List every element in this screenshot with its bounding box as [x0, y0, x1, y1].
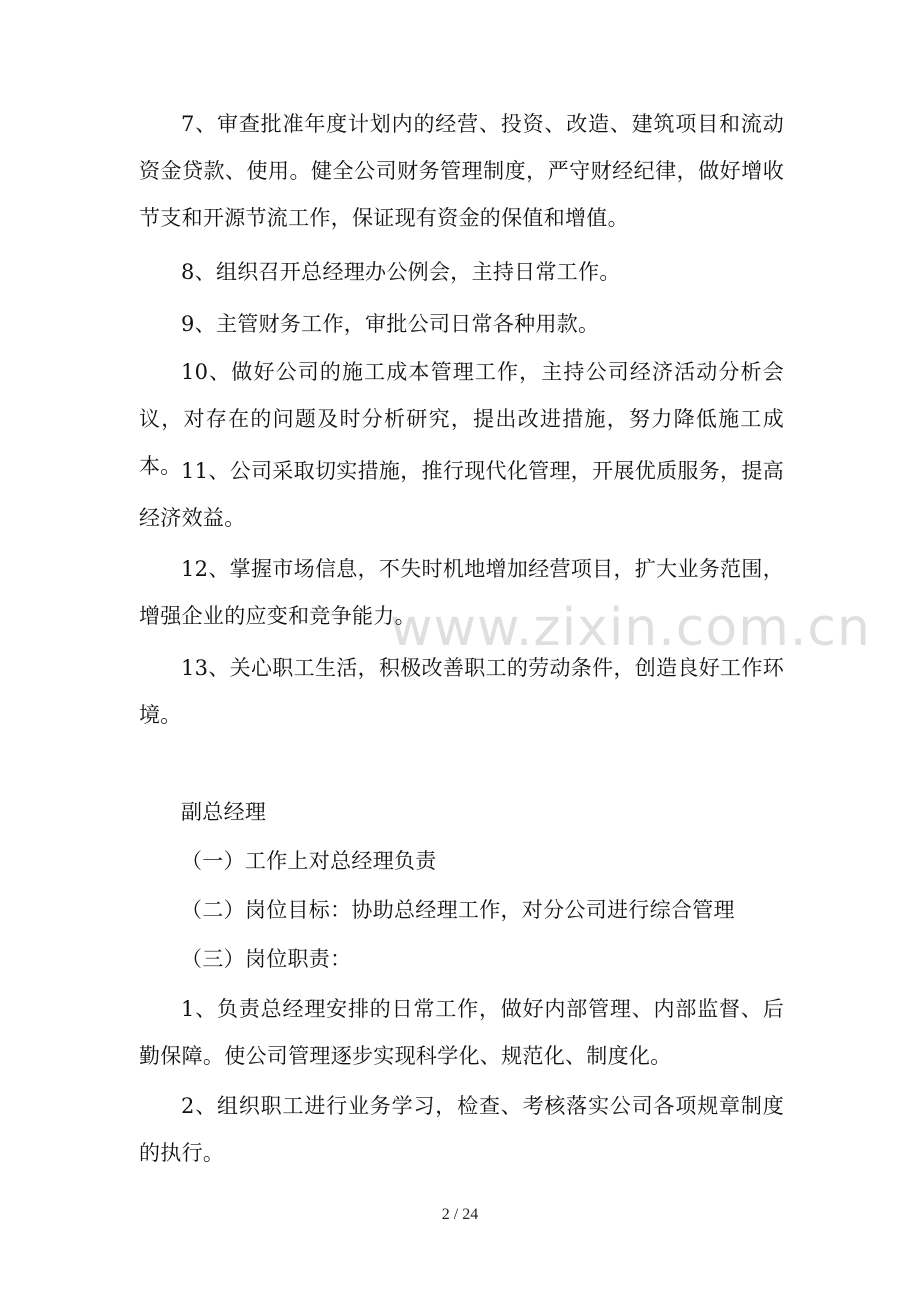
paragraph-13: 13、关心职工生活，积极改善职工的劳动条件，创造良好工作环境。 — [139, 656, 784, 727]
paragraph-9: 9、主管财务工作，审批公司日常各种用款。 — [181, 312, 600, 336]
duty-2: 2、组织职工进行业务学习，检查、考核落实公司各项规章制度的执行。 — [139, 1094, 784, 1165]
section-item-2: （二）岗位目标：协助总经理工作，对分公司进行综合管理 — [181, 898, 735, 922]
watermark: www.zixin.com.cn — [390, 598, 871, 658]
duty-1: 1、负责总经理安排的日常工作，做好内部管理、内部监督、后勤保障。使公司管理逐步实现科学化、规范化、制度化。 — [139, 997, 784, 1068]
paragraph-11: 11、公司采取切实措施，推行现代化管理，开展优质服务，提高经济效益。 — [139, 459, 784, 530]
paragraph-8: 8、组织召开总经理办公例会，主持日常工作。 — [181, 260, 621, 284]
paragraph-10: 10、做好公司的施工成本管理工作，主持公司经济活动分析会议，对存在的问题及时分析研究，提出改进措施，努力降低施工成本。 — [139, 360, 784, 478]
paragraph-12: 12、掌握市场信息，不失时机地增加经营项目，扩大业务范围，增强企业的应变和竞争能力。 — [139, 557, 784, 628]
page-indicator: 2 / 24 — [441, 1206, 479, 1223]
section-item-1: （一）工作上对总经理负责 — [181, 849, 437, 873]
section-item-3: （三）岗位职责： — [181, 947, 352, 971]
section-title: 副总经理 — [181, 800, 267, 824]
paragraph-7: 7、审查批准年度计划内的经营、投资、改造、建筑项目和流动资金贷款、使用。健全公司财务管理制度，严守财经纪律，做好增收节支和开源节流工作，保证现有资金的保值和增值。 — [139, 112, 784, 230]
